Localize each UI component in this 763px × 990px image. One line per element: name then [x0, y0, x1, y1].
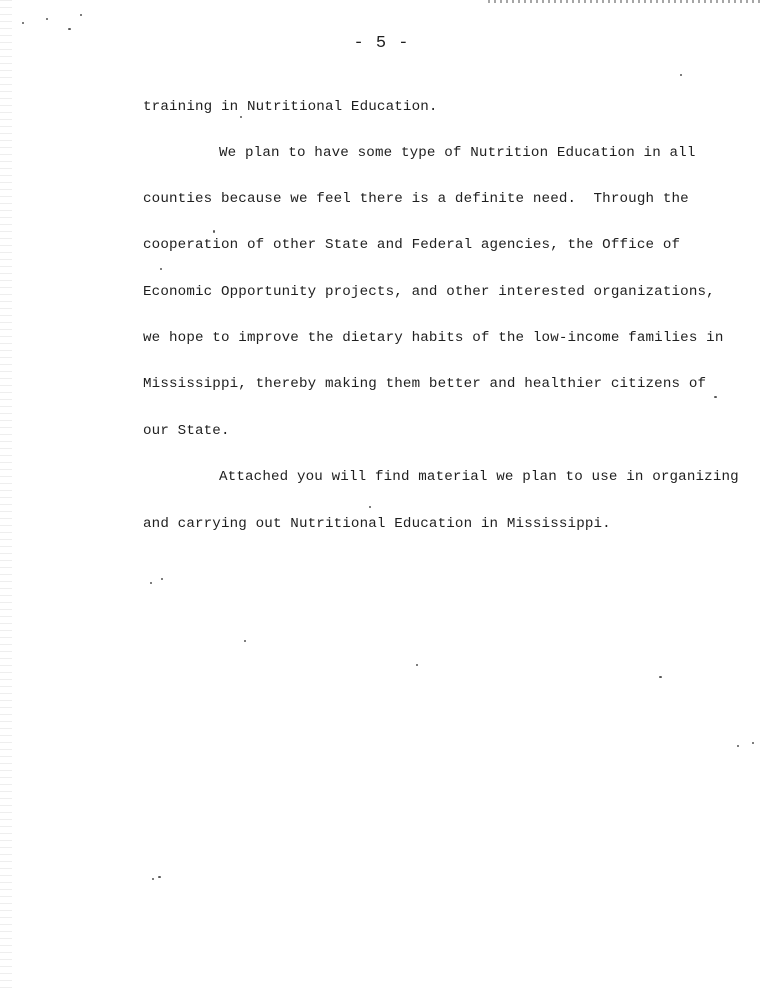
- scan-speck: [150, 582, 152, 584]
- scan-speck: [68, 28, 71, 30]
- scan-speck: [152, 878, 154, 880]
- scan-speck: [213, 230, 215, 233]
- scan-speck: [161, 578, 163, 580]
- body-line-7: Mississippi, thereby making them better and healthier citizens of: [143, 376, 707, 392]
- scan-speck: [714, 396, 717, 398]
- scan-speck: [160, 268, 162, 270]
- scan-speck: [659, 676, 662, 678]
- scan-speck: [244, 640, 246, 642]
- body-line-3: counties because we feel there is a definite need. Through the: [143, 191, 689, 207]
- scan-edge-noise: [0, 0, 12, 990]
- body-line-9: Attached you will find material we plan to use in organizing: [219, 469, 739, 485]
- body-line-4: cooperation of other State and Federal agencies, the Office of: [143, 237, 681, 253]
- page-number: - 5 -: [353, 34, 410, 53]
- scan-speck: [80, 14, 82, 16]
- scan-speck: [680, 74, 682, 76]
- scan-speck: [416, 664, 418, 666]
- body-line-5: Economic Opportunity projects, and other interested organizations,: [143, 284, 715, 300]
- scan-speck: [46, 18, 48, 20]
- scan-speck: [369, 506, 371, 508]
- body-line-6: we hope to improve the dietary habits of the low-income families in: [143, 330, 724, 346]
- body-line-1: training in Nutritional Education.: [143, 99, 438, 115]
- scan-speck: [22, 22, 24, 24]
- scan-top-edge: [488, 0, 763, 3]
- body-line-2: We plan to have some type of Nutrition Education in all: [219, 145, 696, 161]
- scan-speck: [737, 745, 739, 747]
- body-line-8: our State.: [143, 423, 230, 439]
- scan-speck: [158, 876, 161, 878]
- body-line-10: and carrying out Nutritional Education in Mississippi.: [143, 516, 611, 532]
- scan-speck: [240, 116, 242, 118]
- scan-speck: [752, 742, 754, 744]
